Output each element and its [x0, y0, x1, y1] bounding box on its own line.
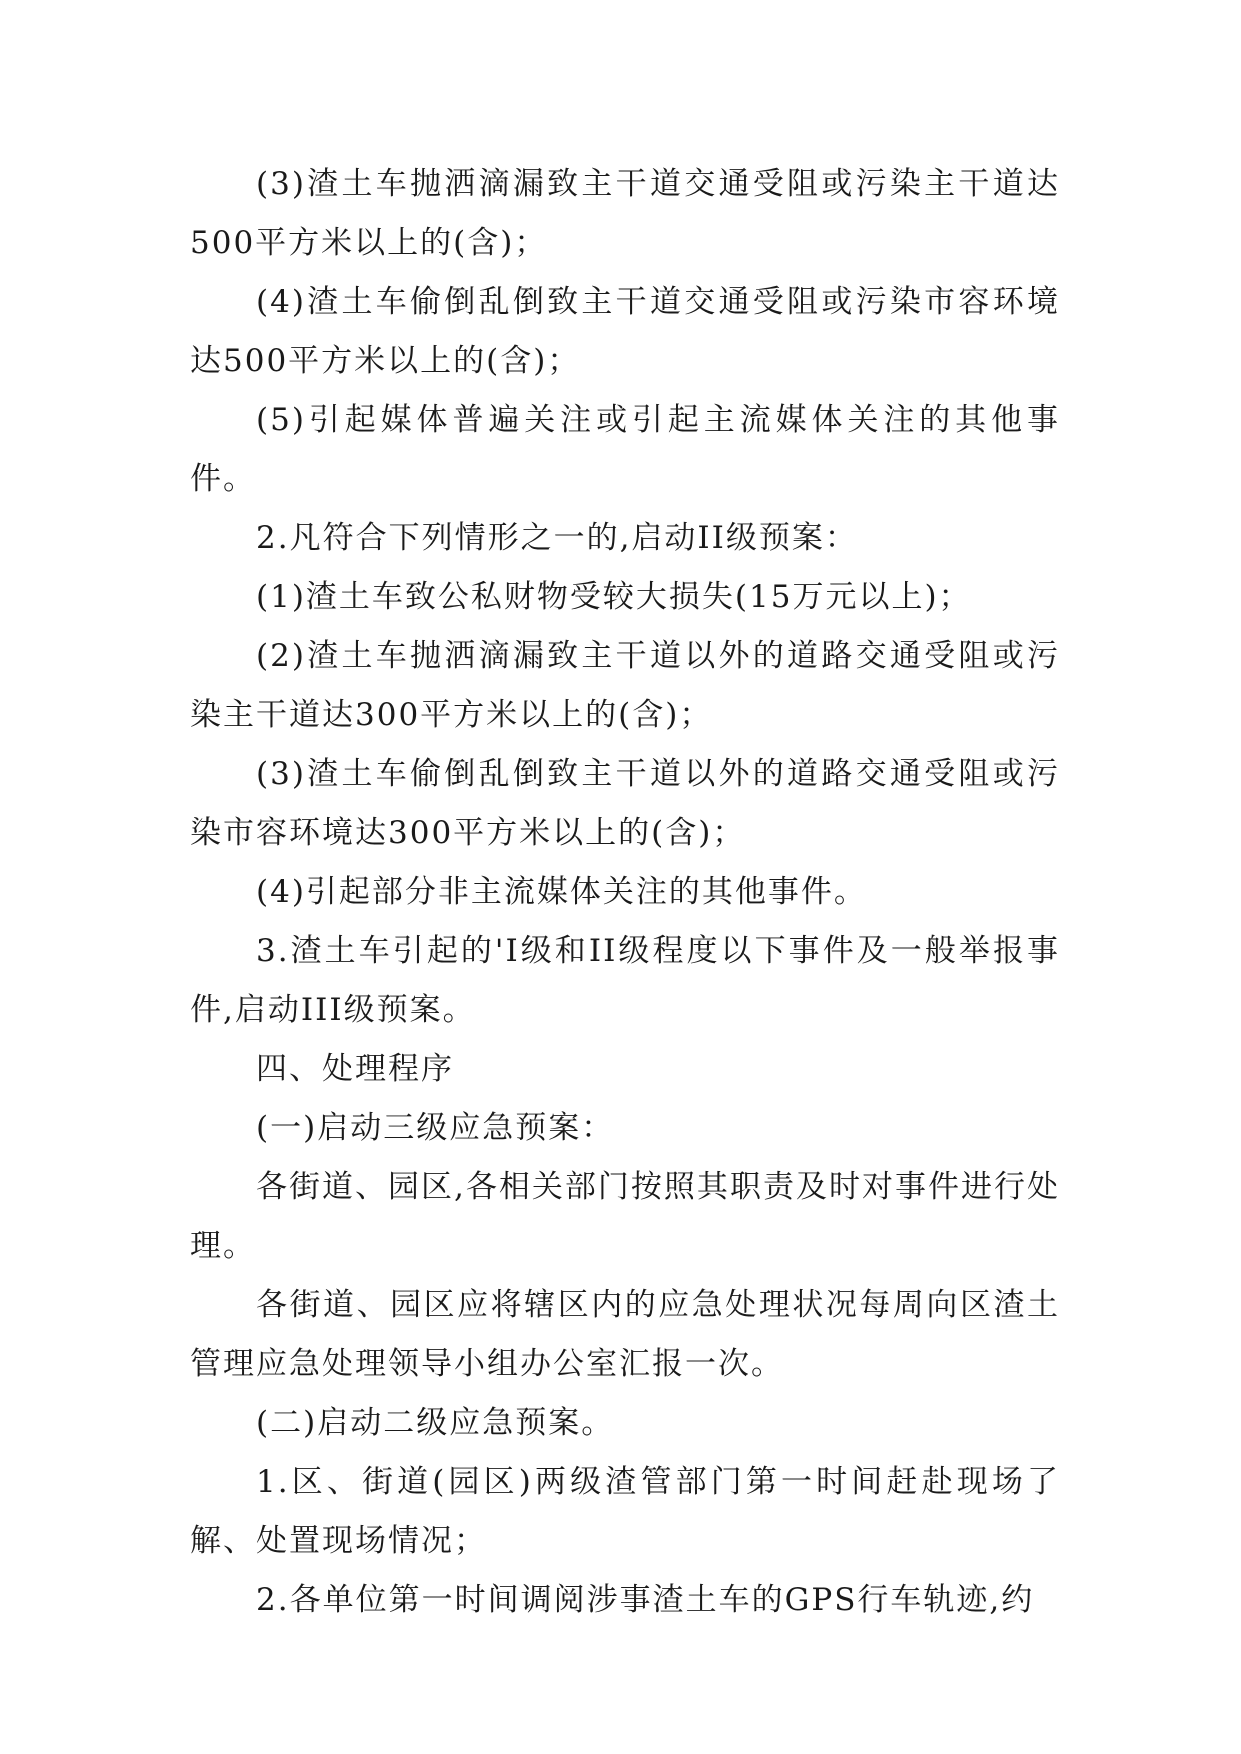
paragraph-4-minor-media: (4)引起部分非主流媒体关注的其他事件。 — [256, 874, 867, 910]
paragraph-3-illegal-dump-other-road: (3)渣土车偷倒乱倒致主干道以外的道路交通受阻或污染市容环境达300平方米以上的(含)； — [190, 756, 1060, 851]
paragraph-step-1-onsite: 1.区、街道(园区)两级渣管部门第一时间赶赴现场了解、处置现场情况； — [190, 1464, 1060, 1559]
paragraph-level-3-criteria: 3.渣土车引起的'I级和II级程度以下事件及一般举报事件,启动III级预案。 — [190, 933, 1060, 1028]
paragraph-5-media-attention: (5)引起媒体普遍关注或引起主流媒体关注的其他事件。 — [190, 402, 1060, 497]
paragraph-2-spill-other-road: (2)渣土车抛洒滴漏致主干道以外的道路交通受阻或污染主干道达300平方米以上的(含)； — [190, 638, 1060, 733]
paragraph-step-2-gps: 2.各单位第一时间调阅涉事渣土车的GPS行车轨迹,约 — [256, 1582, 1035, 1618]
paragraph-4-illegal-dump-main-road: (4)渣土车偷倒乱倒致主干道交通受阻或污染市容环境达500平方米以上的(含)； — [190, 284, 1060, 379]
paragraph-3-spill-main-road: (3)渣土车抛洒滴漏致主干道交通受阻或污染主干道达500平方米以上的(含)； — [190, 166, 1060, 261]
document-body — [190, 155, 1060, 1630]
section-heading-procedure: 四、处理程序 — [256, 1051, 454, 1087]
paragraph-weekly-report: 各街道、园区应将辖区内的应急处理状况每周向区渣土管理应急处理领导小组办公室汇报一次。 — [190, 1287, 1060, 1382]
subheading-level-2-plan: (二)启动二级应急预案。 — [256, 1405, 615, 1441]
paragraph-level-2-criteria: 2.凡符合下列情形之一的,启动II级预案： — [256, 520, 858, 556]
paragraph-1-property-loss: (1)渣土车致公私财物受较大损失(15万元以上)； — [256, 579, 972, 615]
subheading-level-3-plan: (一)启动三级应急预案： — [256, 1110, 615, 1146]
paragraph-departments-handle: 各街道、园区,各相关部门按照其职责及时对事件进行处理。 — [190, 1169, 1060, 1264]
